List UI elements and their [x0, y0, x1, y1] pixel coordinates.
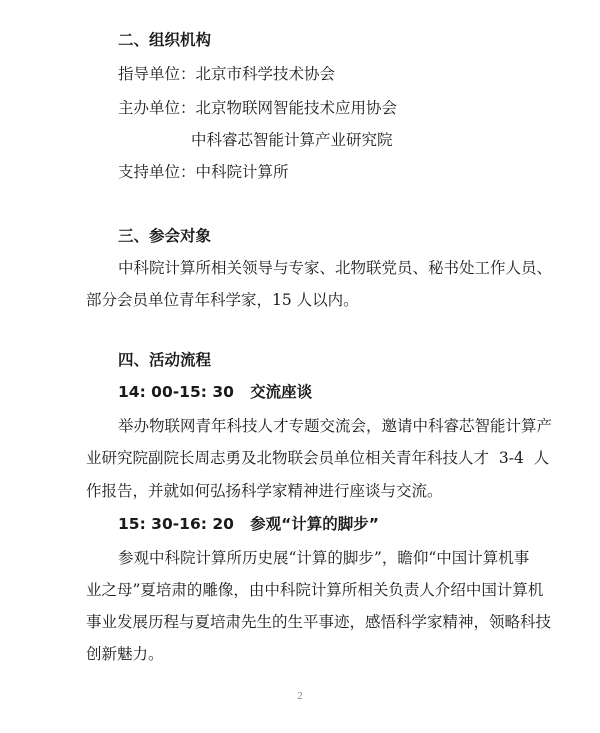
- section2-heading: 二、组织机构: [118, 31, 212, 49]
- section4-heading: 四、活动流程: [118, 351, 212, 369]
- host-value-1: 北京物联网智能技术应用协会: [195, 99, 398, 117]
- host-label: 主办单位：: [118, 99, 196, 117]
- item2-line-4: 创新魅力。: [86, 645, 164, 663]
- support-value: 中科院计算所: [195, 163, 289, 181]
- item2-line-1: 参观中科院计算所历史展“计算的脚步”，瞻仰“中国计算机事: [118, 549, 530, 567]
- item1-title: 14: 00-15: 30 交流座谈: [118, 383, 313, 401]
- item1-line-1: 举办物联网青年科技人才专题交流会，邀请中科睿芯智能计算产: [118, 417, 553, 435]
- guide-value: 北京市科学技术协会: [195, 65, 336, 83]
- support-row: [118, 162, 289, 182]
- item2-line-2: 业之母”夏培肃的雕像，由中科院计算所相关负责人介绍中国计算机: [86, 581, 544, 599]
- item2-title: 15: 30-16: 20 参观“计算的脚步”: [118, 515, 379, 533]
- item1-line-2: 业研究院副院长周志勇及北物联会员单位相关青年科技人才 3-4 人: [86, 449, 550, 467]
- page-number: 2: [297, 690, 303, 702]
- guide-row: [118, 64, 335, 84]
- section3-line-2: 部分会员单位青年科学家，15 人以内。: [86, 291, 359, 309]
- section3-line-1: 中科院计算所相关领导与专家、北物联党员、秘书处工作人员、: [118, 259, 553, 277]
- guide-label: 指导单位：: [118, 65, 196, 83]
- support-label: 支持单位：: [118, 163, 196, 181]
- host-row: [118, 98, 397, 118]
- item1-line-3: 作报告，并就如何弘扬科学家精神进行座谈与交流。: [86, 482, 443, 500]
- host-value-2: 中科睿芯智能计算产业研究院: [191, 131, 393, 149]
- section3-heading: 三、参会对象: [118, 227, 212, 245]
- item2-line-3: 事业发展历程与夏培肃先生的生平事迹，感悟科学家精神，领略科技: [86, 613, 552, 631]
